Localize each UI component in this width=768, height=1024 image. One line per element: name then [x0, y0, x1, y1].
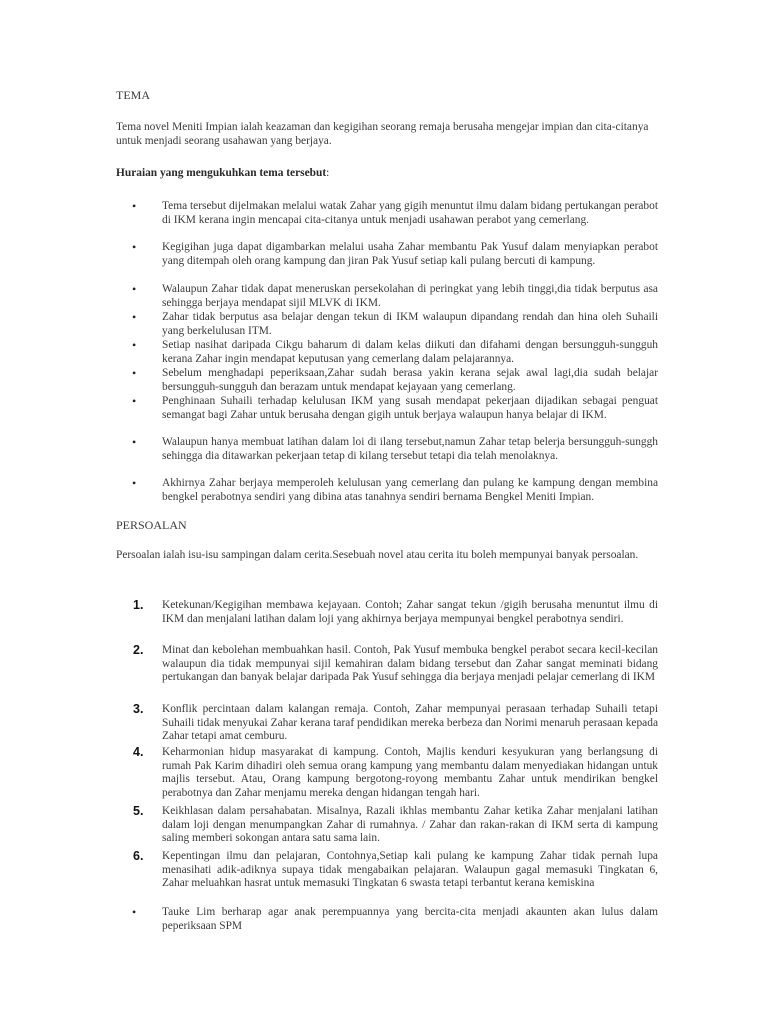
bullet-icon: • [132, 310, 137, 324]
tema-bullet-4: Zahar tidak berputus asa belajar dengan tekun di IKM walaupun dipandang rendah dan hina oleh Suhaili yang berkelulusan ITM. [162, 311, 658, 337]
list-number: 5. [133, 804, 144, 818]
bullet-icon: • [132, 476, 137, 490]
tema-bullet-1: Tema tersebut dijelmakan melalui watak Zahar yang gigih menuntut ilmu dalam bidang pertukangan perabot di IKM kerana ingin mencapai cita-citanya untuk menjadi usahawan perabot yang cemerlang. [162, 200, 658, 226]
huraian-subheading-colon: : [326, 167, 330, 179]
tema-bullet-9: Akhirnya Zahar berjaya memperoleh kelulusan yang cemerlang dan pulang ke kampung dengan membina bengkel perabotnya sendiri yang dibina atas tanahnya sendiri bernama Bengkel Meniti Impian. [162, 477, 658, 503]
bullet-icon: • [132, 282, 137, 296]
bullet-icon: • [132, 905, 137, 919]
section-title-persoalan: PERSOALAN [116, 518, 187, 532]
tema-bullet-7: Penghinaan Suhaili terhadap kelulusan IKM yang susah mendapat pekerjaan dijadikan sebagai penguat semangat bagi Zahar untuk berusaha dengan gigih untuk berjaya walaupun hanya belajar di IKM. [162, 395, 658, 421]
list-number: 6. [133, 849, 144, 863]
tema-intro-paragraph: Tema novel Meniti Impian ialah keazaman dan kegigihan seorang remaja berusaha mengejar impian dan cita-citanya untuk menjadi seorang usahawan yang berjaya. [116, 121, 649, 147]
tema-bullet-5: Setiap nasihat daripada Cikgu baharum di dalam kelas diikuti dan difahami dengan bersungguh-sungguh kerana Zahar ingin mendapat keputusan yang cemerlang dalam pelajarannya. [162, 339, 658, 365]
tema-bullet-3: Walaupun Zahar tidak dapat meneruskan persekolahan di peringkat yang lebih tinggi,dia tidak berputus asa sehingga berjaya mendapat sijil MLVK di IKM. [162, 283, 658, 309]
list-number: 3. [133, 702, 144, 716]
persoalan-last-bullet: Tauke Lim berharap agar anak perempuannya yang bercita-cita menjadi akaunten akan lulus dalam peperiksaan SPM [162, 906, 658, 932]
persoalan-item-6: Kepentingan ilmu dan pelajaran, Contohnya,Setiap kali pulang ke kampung Zahar tidak pernah lupa menasihati adik-adiknya supaya tidak mengabaikan pelajaran. Walaupun gagal memasuki Tingkatan 6, Zahar meluahkan hasrat untuk memasuki Tingkatan 6 swasta tetapi terbantut kerana kemiskina [162, 850, 658, 890]
persoalan-item-2: Minat dan kebolehan membuahkan hasil. Contoh, Pak Yusuf membuka bengkel perabot secara kecil-kecilan walaupun dia tidak mempunyai sijil kemahiran dalam bidang tersebut dan Zahar sangat meminati bidang pertukangan dan banyak belajar daripada Pak Yusuf sehingga dia berjaya menjadi pelajar cemerlang di IKM [162, 644, 658, 684]
bullet-icon: • [132, 366, 137, 380]
bullet-icon: • [132, 394, 137, 408]
persoalan-intro-paragraph: Persoalan ialah isu-isu sampingan dalam cerita.Sesebuah novel atau cerita itu boleh mempunyai banyak persoalan. [116, 549, 639, 561]
bullet-icon: • [132, 435, 137, 449]
tema-bullet-8: Walaupun hanya membuat latihan dalam loi di ilang tersebut,namun Zahar tetap belerja bersungguh-sunggh sehingga dia ditawarkan pekerjaan tetap di kilang tersebut tetapi dia telah menolaknya. [162, 436, 658, 462]
persoalan-item-5: Keikhlasan dalam persahabatan. Misalnya, Razali ikhlas membantu Zahar ketika Zahar menjalani latihan dalam loji dengan menumpangkan Zahar di rumahnya. / Zahar dan rakan-rakan di IKM serta di kampung saling memberi sokongan antara satu sama lain. [162, 805, 658, 845]
persoalan-item-1: Ketekunan/Kegigihan membawa kejayaan. Contoh; Zahar sangat tekun /gigih berusaha menuntut ilmu di IKM dan menjalani latihan dalam loji yang akhirnya berjaya mempunyai bengkel perabotnya sendiri. [162, 599, 658, 625]
huraian-subheading-text: Huraian yang mengukuhkan tema tersebut [116, 167, 327, 179]
persoalan-item-4: Keharmonian hidup masyarakat di kampung. Contoh, Majlis kenduri kesyukuran yang berlangsung di rumah Pak Karim dihadiri oleh semua orang kampung yang membantu dalam menyediakan hidangan untuk majlis tersebut. Atau, Orang kampung bergotong-royong membantu Zahar untuk mendirikan bengkel perabotnya dan Zahar menjamu mereka dengan hidangan tengah hari. [162, 746, 658, 799]
huraian-subheading [116, 167, 329, 179]
section-title-tema: TEMA [116, 88, 150, 102]
list-number: 2. [133, 643, 144, 657]
bullet-icon: • [132, 199, 137, 213]
bullet-icon: • [132, 338, 137, 352]
persoalan-item-3: Konflik percintaan dalam kalangan remaja. Contoh, Zahar mempunyai perasaan terhadap Suhaili tetapi Suhaili tidak menyukai Zahar kerana taraf pendidikan mereka berbeza dan Norimi menaruh perasaan kepada Zahar tetapi amat cemburu. [162, 703, 658, 743]
list-number: 1. [133, 598, 144, 612]
list-number: 4. [133, 745, 144, 759]
tema-bullet-2: Kegigihan juga dapat digambarkan melalui usaha Zahar membantu Pak Yusuf dalam menyiapkan perabot yang ditempah oleh orang kampung dan jiran Pak Yusuf setiap kali pulang bercuti di kampung. [162, 241, 658, 267]
bullet-icon: • [132, 240, 137, 254]
tema-bullet-6: Sebelum menghadapi peperiksaan,Zahar sudah berasa yakin kerana sejak awal lagi,dia sudah belajar bersungguh-sungguh dan berazam untuk mendapat kejayaan yang cemerlang. [162, 367, 658, 393]
